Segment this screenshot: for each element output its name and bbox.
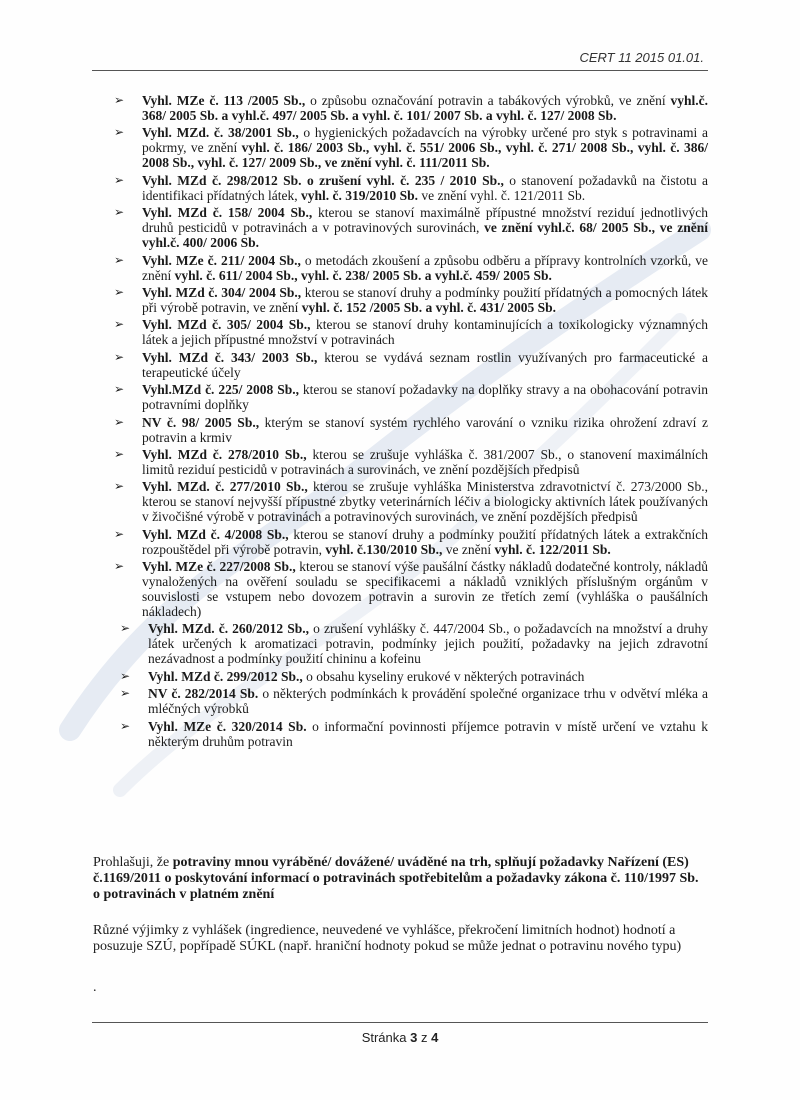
exceptions-note: Různé výjimky z vyhlášek (ingredience, neuvedené ve vyhlášce, překročení limitních hodnot) hodnotí a posuzuje SZÚ, popřípadě SÚKL (např. hraniční hodnoty pokud se může jednat o potravinu nového typu)	[93, 923, 682, 954]
header-divider	[92, 70, 708, 71]
regulation-citation: Vyhl. MZe č. 320/2014 Sb.	[148, 718, 307, 734]
regulation-item	[114, 205, 708, 250]
regulation-citation: Vyhl. MZd č. 278/2010 Sb.,	[142, 446, 307, 462]
regulation-citation: vyhl. č. 319/2010 Sb.	[297, 187, 418, 203]
regulation-citation: Vyhl. MZd. č. 38/2001 Sb.,	[142, 125, 299, 141]
regulation-item	[114, 317, 708, 347]
footer-divider	[92, 1022, 708, 1023]
arrow-bullet-icon: ➢	[114, 172, 125, 187]
regulation-citation: Vyhl. MZe č. 113 /2005 Sb.,	[142, 93, 306, 108]
regulation-item	[114, 93, 708, 123]
arrow-bullet-icon: ➢	[120, 686, 131, 701]
regulation-citation: Vyhl. MZe č. 227/2008 Sb.,	[142, 559, 296, 575]
regulation-item	[114, 382, 708, 412]
trailing-dot: .	[93, 980, 97, 995]
regulation-text: kterou se stanoví druhy a podmínky použití přídatných a pomocných látek při výrobě potravin, ve znění	[142, 284, 708, 315]
arrow-bullet-icon: ➢	[114, 252, 125, 267]
regulation-text: ve znění vyhl. č. 121/2011 Sb.	[417, 187, 586, 203]
page-footer	[0, 1030, 800, 1045]
declaration-paragraph	[93, 855, 709, 903]
footer-mid: z	[417, 1030, 432, 1045]
arrow-bullet-icon: ➢	[114, 317, 125, 332]
regulation-text: kterým se stanoví systém rychlého varování o vzniku rizika ohrožení zdraví z potravin a krmiv	[142, 414, 708, 445]
regulation-citation: vyhl. č. 152 /2005 Sb. a vyhl. č. 431/ 2005 Sb.	[298, 299, 556, 315]
regulation-text: o metodách zkoušení a způsobu odběru a přípravy kontrolních vzorků, ve znění	[142, 252, 708, 283]
regulation-text: o způsobu označování potravin a tabákových výrobků, ve znění	[305, 93, 666, 108]
regulation-text: kterou se vydává seznam rostlin využívaných pro farmaceutické a terapeutické účely	[142, 349, 708, 380]
arrow-bullet-icon: ➢	[114, 349, 125, 364]
regulation-item	[120, 686, 708, 716]
regulation-text: kterou se stanoví druhy a podmínky použití přídatných látek a extrakčních rozpouštědel při výrobě potravin,	[142, 526, 708, 557]
regulation-item	[114, 527, 708, 557]
regulation-item	[114, 447, 708, 477]
regulation-item	[114, 479, 708, 524]
declaration-bold: potraviny mnou vyráběné/ dovážené/ uváděné na trh, splňují požadavky Nařízení (ES) č.1169/2011 o poskytování informací o potravinách spotřebitelům a požadavky zákona č. 110/1997 Sb. o potravinách v platném znění	[93, 855, 699, 902]
arrow-bullet-icon: ➢	[114, 93, 125, 107]
arrow-bullet-icon: ➢	[114, 479, 125, 494]
regulation-citation: NV č. 282/2014 Sb.	[148, 686, 259, 702]
regulation-text: kterou se zrušuje vyhláška Ministerstva zdravotnictví č. 273/2000 Sb., kterou se stanoví nejvyšší přípustné zbytky veterinárních léčiv a biologicky aktivních látek používaných v živočišné výrobě v potravinách a potravinových surovinách, ve znění pozdějších předpisů	[142, 479, 708, 525]
regulation-item	[114, 415, 708, 445]
regulation-item	[114, 125, 708, 170]
regulation-item	[120, 719, 708, 749]
regulation-text: o některých podmínkách k provádění společné organizace trhu v odvětví mléka a mléčných výrobků	[148, 686, 708, 717]
arrow-bullet-icon: ➢	[120, 718, 131, 733]
regulation-citation: vyhl. č. 611/ 2004 Sb., vyhl. č. 238/ 2005 Sb. a vyhl.č. 459/ 2005 Sb.	[171, 267, 552, 283]
regulation-item	[114, 285, 708, 315]
regulation-item	[120, 621, 708, 666]
arrow-bullet-icon: ➢	[114, 125, 125, 140]
regulation-citation: vyhl. č. 122/2011 Sb.	[491, 541, 611, 557]
regulation-citation: Vyhl. MZd č. 305/ 2004 Sb.,	[142, 317, 311, 333]
regulation-text: kterou se stanoví maximálně přípustné množství reziduí jednotlivých druhů pesticidů v potravinách a v potravinových surovinách,	[142, 205, 708, 236]
regulation-text: o stanovení požadavků na čistotu a identifikaci přídatných látek,	[142, 172, 708, 203]
regulation-item	[120, 669, 708, 684]
regulation-text: kterou se zrušuje vyhláška č. 381/2007 Sb., o stanovení maximálních limitů reziduí pesticidů v potravinách a surovinách, ve znění pozdějších předpisů	[142, 446, 708, 477]
regulation-citation: Vyhl. MZe č. 211/ 2004 Sb.,	[142, 252, 301, 268]
regulation-text: o hygienických požadavcích na výrobky určené pro styk s potravinami a pokrmy, ve znění	[142, 125, 708, 156]
regulation-list	[114, 93, 708, 751]
arrow-bullet-icon: ➢	[114, 284, 125, 299]
regulation-text: kterou se stanoví druhy kontaminujících a toxikologicky významných látek a jejich přípustné množství v potravinách	[142, 317, 708, 348]
footer-page: 3	[410, 1030, 418, 1045]
footer-prefix: Stránka	[361, 1030, 411, 1045]
regulation-citation: Vyhl. MZd č. 343/ 2003 Sb.,	[142, 349, 318, 365]
regulation-citation: vyhl.č. 368/ 2005 Sb. a vyhl.č. 497/ 2005 Sb. a vyhl. č. 101/ 2007 Sb. a vyhl. č. 127/ 2008 Sb.	[142, 93, 708, 123]
footer-total: 4	[431, 1030, 439, 1045]
regulation-citation: NV č. 98/ 2005 Sb.,	[142, 414, 260, 430]
regulation-citation: Vyhl.MZd č. 225/ 2008 Sb.,	[142, 382, 299, 398]
regulation-item	[114, 253, 708, 283]
regulation-citation: vyhl. č. 186/ 2003 Sb., vyhl. č. 551/ 2006 Sb., vyhl. č. 271/ 2008 Sb., vyhl. č. 386/ 2008 Sb., vyhl. č. 127/ 2009 Sb., ve znění vyhl. č. 111/2011 Sb.	[142, 140, 708, 171]
arrow-bullet-icon: ➢	[114, 559, 125, 574]
regulation-citation: ve znění vyhl.č. 68/ 2005 Sb., ve znění vyhl.č. 400/ 2006 Sb.	[142, 220, 708, 251]
regulation-citation: Vyhl. MZd č. 299/2012 Sb.,	[148, 668, 303, 684]
arrow-bullet-icon: ➢	[114, 526, 125, 541]
arrow-bullet-icon: ➢	[114, 446, 125, 461]
arrow-bullet-icon: ➢	[114, 414, 125, 429]
declaration-lead: Prohlašuji, že	[93, 855, 173, 870]
regulation-citation: Vyhl. MZd č. 4/2008 Sb.,	[142, 526, 289, 542]
regulation-citation: Vyhl. MZd č. 298/2012 Sb. o zrušení vyhl. č. 235 / 2010 Sb.,	[142, 172, 504, 188]
regulation-citation: Vyhl. MZd č. 158/ 2004 Sb.,	[142, 205, 313, 221]
regulation-text: kterou se stanoví požadavky na doplňky stravy a na obohacování potravin potravními doplňky	[142, 382, 708, 413]
regulation-text: ve znění	[442, 541, 492, 557]
arrow-bullet-icon: ➢	[114, 382, 125, 397]
regulation-citation: Vyhl. MZd č. 304/ 2004 Sb.,	[142, 284, 302, 300]
regulation-item	[114, 559, 708, 619]
arrow-bullet-icon: ➢	[114, 205, 125, 220]
arrow-bullet-icon: ➢	[120, 621, 131, 636]
regulation-text: o informační povinnosti příjemce potravin v místě určení ve vztahu k některým druhům potravin	[148, 718, 708, 749]
arrow-bullet-icon: ➢	[120, 668, 131, 683]
regulation-text: kterou se stanoví výše paušální částky nákladů dodatečné kontroly, nákladů vynaložených na ověření souladu se specifikacemi a nákladů vzniklých příslušným orgánům v souvislosti se vstupem nebo dovozem potravin a surovin ze třetích zemí (vyhláška o paušálních nákladech)	[142, 559, 708, 620]
regulation-citation: Vyhl. MZd. č. 260/2012 Sb.,	[148, 621, 310, 637]
regulation-item	[114, 173, 708, 203]
regulation-citation: vyhl. č.130/2010 Sb.,	[321, 541, 443, 557]
document-code: CERT 11 2015 01.01.	[579, 50, 704, 65]
regulation-text: o obsahu kyseliny erukové v některých potravinách	[302, 668, 585, 684]
regulation-text: o zrušení vyhlášky č. 447/2004 Sb., o požadavcích na množství a druhy látek určených k aromatizaci potravin, podmínky jejich použití, požadavky na jejich zdravotní nezávadnost a podmínky použití chininu a kofeinu	[148, 621, 708, 667]
regulation-citation: Vyhl. MZd. č. 277/2010 Sb.,	[142, 479, 308, 495]
regulation-item	[114, 350, 708, 380]
